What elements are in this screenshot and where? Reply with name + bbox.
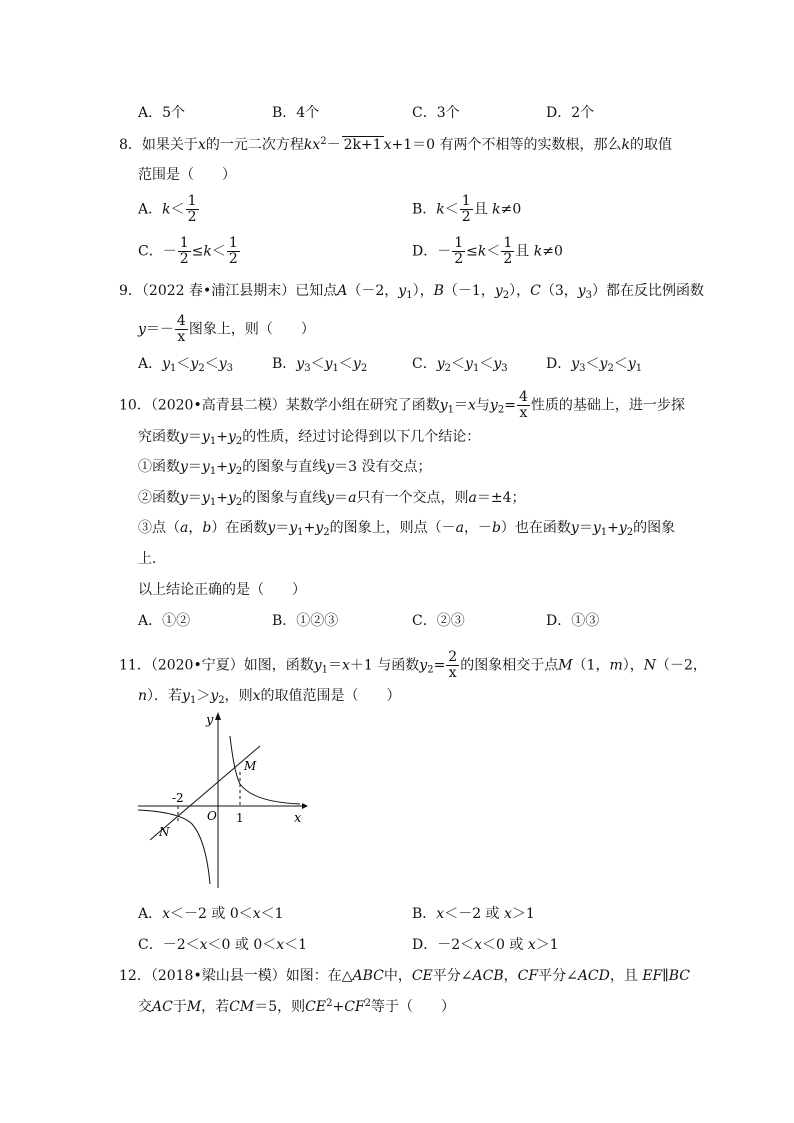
q9-option-b: B．$y_3<y_1<y_2$	[272, 356, 368, 374]
function-graph	[138, 712, 308, 892]
hyperbola-left-branch	[138, 810, 210, 884]
q10-conclusion-3-cont: 上．	[138, 551, 166, 567]
point-m-label: M	[244, 759, 257, 773]
q10-stem-line2: 究函数$y=y_1+y_2$的性质，经过讨论得到以下几个结论：	[138, 429, 481, 447]
q11-option-d: D．－2＜x＜0 或 x＞1	[412, 937, 559, 953]
q8-option-d: D．－ $\frac{1}{2}$ ≤k＜ $\frac{1}{2}$ 且 k≠0	[412, 235, 563, 267]
x-axis-arrow	[302, 803, 308, 809]
q10-question: 以上结论正确的是（ ）	[138, 582, 306, 598]
q7-option-c: C．3个	[412, 105, 460, 121]
point-n-label: N	[159, 825, 170, 839]
q10-option-a: A．①②	[138, 613, 191, 629]
q8-option-b: B．k＜ $\frac{1}{2}$ 且 k≠0	[412, 193, 522, 225]
q9-stem-line1: 9．（2022 春•浦江县期末）已知点A（－2，$y_1$），B（－1，$y_2$），C（3，$y_3$）都在反比例函数	[119, 283, 705, 301]
q10-conclusion-3: ③点（a，b）在函数$y=y_1+y_2$的图象上，则点（－a，－b）也在函数$y=y_1+y_2$的图象	[138, 520, 676, 538]
q7-option-b: B．4个	[272, 105, 320, 121]
q7-option-a: A．5个	[138, 105, 186, 121]
hyperbola-right-branch	[230, 736, 300, 804]
q7-option-d: D．2个	[546, 105, 595, 121]
q12-stem-line1: 12．（2018•梁山县一模）如图：在△ABC中，CE平分∠ACB，CF平分∠ACD，且 EF∥BC	[119, 968, 690, 984]
q11-option-c: C．－2＜x＜0 或 0＜x＜1	[138, 937, 308, 953]
q9-option-c: C．$y_2<y_1<y_3$	[412, 356, 508, 374]
q11-stem-line1: 11．（2020•宁夏）如图，函数$y_1=x+1$ 与函数$y_2=$ $\frac{2}{x}$ 的图象相交于点M（1，m），N（－2，	[119, 649, 707, 681]
q11-option-a: A．x＜－2 或 0＜x＜1	[138, 906, 284, 922]
q8-stem-line1: 8．如果关于x的一元二次方程$kx^2- 2k+1$ x+1＝0 有两个不相等的实数根，那么k的取值	[119, 136, 673, 153]
y-axis-label: y	[206, 713, 214, 728]
q11-option-b: B．x＜－2 或 x＞1	[412, 906, 535, 922]
tick-1: 1	[236, 811, 244, 825]
q10-conclusion-1: ①函数$y=y_1+y_2$的图象与直线y＝3 没有交点；	[138, 459, 432, 477]
q8-option-c: C．－ $\frac{1}{2}$ ≤k＜ $\frac{1}{2}$	[138, 235, 238, 267]
q9-option-a: A．$y_1<y_2<y_3$	[138, 356, 234, 374]
q10-option-b: B．①②③	[272, 613, 339, 629]
q9-option-d: D．$y_3<y_2<y_1$	[546, 356, 643, 374]
sqrt-expression: 2k+1	[343, 137, 382, 153]
y-axis-arrow	[215, 712, 221, 720]
q12-stem-line2: 交AC于M，若CM＝5，则$CE^2+CF^2$等于（ ）	[138, 998, 455, 1015]
q8-stem-line2: 范围是（ ）	[138, 167, 236, 183]
q8-option-a: A．k＜ $\frac{1}{2}$	[138, 193, 197, 225]
q10-stem-line1: 10．（2020•高青县二模）某数学小组在研究了函数$y_1=x$与$y_2=$ $\frac{4}{x}$ 性质的基础上，进一步探	[119, 389, 685, 421]
q10-option-c: C．②③	[412, 613, 465, 629]
origin-label: O	[207, 809, 217, 823]
q11-stem-line2: n）．若$y_1>y_2$，则x的取值范围是（ ）	[138, 688, 401, 706]
q10-conclusion-2: ②函数$y=y_1+y_2$的图象与直线y＝a只有一个交点，则a＝±4；	[138, 490, 526, 508]
x-axis-label: x	[294, 811, 302, 826]
q9-stem-line2: y＝－ $\frac{4}{x}$ 图象上，则（ ）	[138, 313, 315, 345]
tick-neg-2: -2	[172, 791, 184, 805]
q10-option-d: D．①③	[546, 613, 600, 629]
